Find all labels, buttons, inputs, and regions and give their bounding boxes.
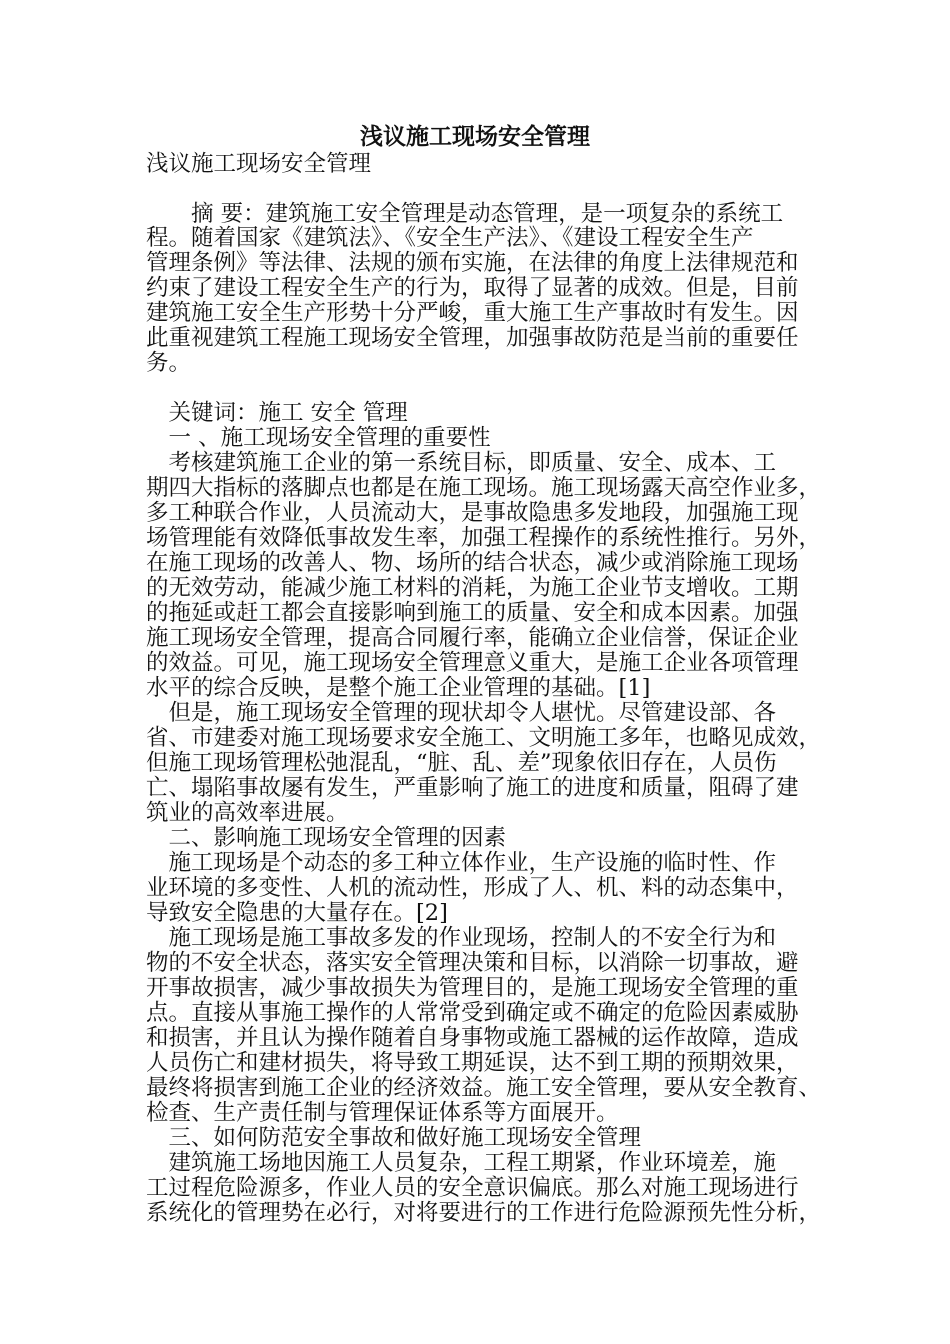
text-line: 业环境的多变性、人机的流动性，形成了人、机、料的动态集中， (146, 875, 799, 901)
text-line: 浅议施工现场安全管理 (146, 151, 372, 177)
text-line: 的效益。可见，施工现场安全管理意义重大，是施工企业各项管理 (146, 650, 799, 676)
text-line: 和损害，并且认为操作随着自身事物或施工器械的运作故障，造成 (146, 1025, 799, 1051)
text-line: 关键词：施工 安全 管理 (146, 400, 408, 426)
text-line: 但施工现场管理松弛混乱，“脏、乱、差”现象依旧存在，人员伤 (146, 750, 777, 776)
text-line: 人员伤亡和建材损失，将导致工期延误，达不到工期的预期效果， (146, 1050, 799, 1076)
text-line: 省、市建委对施工现场要求安全施工、文明施工多年，也略见成效， (146, 725, 822, 751)
text-line: 此重视建筑工程施工现场安全管理，加强事故防范是当前的重要任 (146, 325, 799, 351)
text-line: 建筑施工场地因施工人员复杂，工程工期紧，作业环境差，施 (146, 1150, 777, 1176)
text-line: 系统化的管理势在必行，对将要进行的工作进行危险源预先性分析， (146, 1200, 822, 1226)
text-line: 二、影响施工现场安全管理的因素 (146, 825, 507, 851)
text-line: 摘 要：建筑施工安全管理是动态管理，是一项复杂的系统工 (146, 201, 784, 227)
text-line: 导致安全隐患的大量存在。[2] (146, 900, 448, 926)
text-line: 约束了建设工程安全生产的行为，取得了显著的成效。但是，目前 (146, 275, 799, 301)
text-line: 三、如何防范安全事故和做好施工现场安全管理 (146, 1125, 642, 1151)
text-line: 的无效劳动，能减少施工材料的消耗，为施工企业节支增收。工期 (146, 575, 799, 601)
text-line: 考核建筑施工企业的第一系统目标，即质量、安全、成本、工 (146, 450, 777, 476)
text-line: 期四大指标的落脚点也都是在施工现场。施工现场露天高空作业多， (146, 475, 822, 501)
text-line: 检查、生产责任制与管理保证体系等方面展开。 (146, 1100, 619, 1126)
text-line: 施工现场是个动态的多工种立体作业，生产设施的临时性、作 (146, 850, 777, 876)
text-line: 程。随着国家《建筑法》、《安全生产法》、《建设工程安全生产 (146, 225, 754, 251)
text-line: 务。 (146, 350, 192, 376)
text-line: 的拖延或赶工都会直接影响到施工的质量、安全和成本因素。加强 (146, 600, 799, 626)
text-line: 物的不安全状态，落实安全管理决策和目标，以消除一切事故，避 (146, 950, 799, 976)
text-line: 管理条例》等法律、法规的颁布实施，在法律的角度上法律规范和 (146, 250, 799, 276)
text-line: 开事故损害，减少事故损失为管理目的，是施工现场安全管理的重 (146, 975, 799, 1001)
text-line: 但是，施工现场安全管理的现状却令人堪忧。尽管建设部、各 (146, 700, 777, 726)
text-line: 在施工现场的改善人、物、场所的结合状态，减少或消除施工现场 (146, 550, 799, 576)
text-line: 建筑施工安全生产形势十分严峻，重大施工生产事故时有发生。因 (146, 300, 799, 326)
text-line: 场管理能有效降低事故发生率，加强工程操作的系统性推行。另外， (146, 525, 822, 551)
text-line: 点。直接从事施工操作的人常常受到确定或不确定的危险因素威胁 (146, 1000, 799, 1026)
text-line: 水平的综合反映，是整个施工企业管理的基础。[1] (146, 675, 651, 701)
text-line: 施工现场安全管理，提高合同履行率，能确立企业信誉，保证企业 (146, 625, 799, 651)
text-line: 一 、施工现场安全管理的重要性 (146, 425, 491, 451)
document-title: 浅议施工现场安全管理 (360, 123, 590, 150)
text-line: 工过程危险源多，作业人员的安全意识偏底。那么对施工现场进行 (146, 1175, 799, 1201)
text-line: 多工种联合作业，人员流动大，是事故隐患多发地段，加强施工现 (146, 500, 799, 526)
text-line: 筑业的高效率进展。 (146, 800, 349, 826)
text-line: 最终将损害到施工企业的经济效益。施工安全管理，要从安全教育、 (146, 1075, 822, 1101)
text-line: 施工现场是施工事故多发的作业现场，控制人的不安全行为和 (146, 925, 777, 951)
text-line: 亡、塌陷事故屡有发生，严重影响了施工的进度和质量，阻碍了建 (146, 775, 799, 801)
